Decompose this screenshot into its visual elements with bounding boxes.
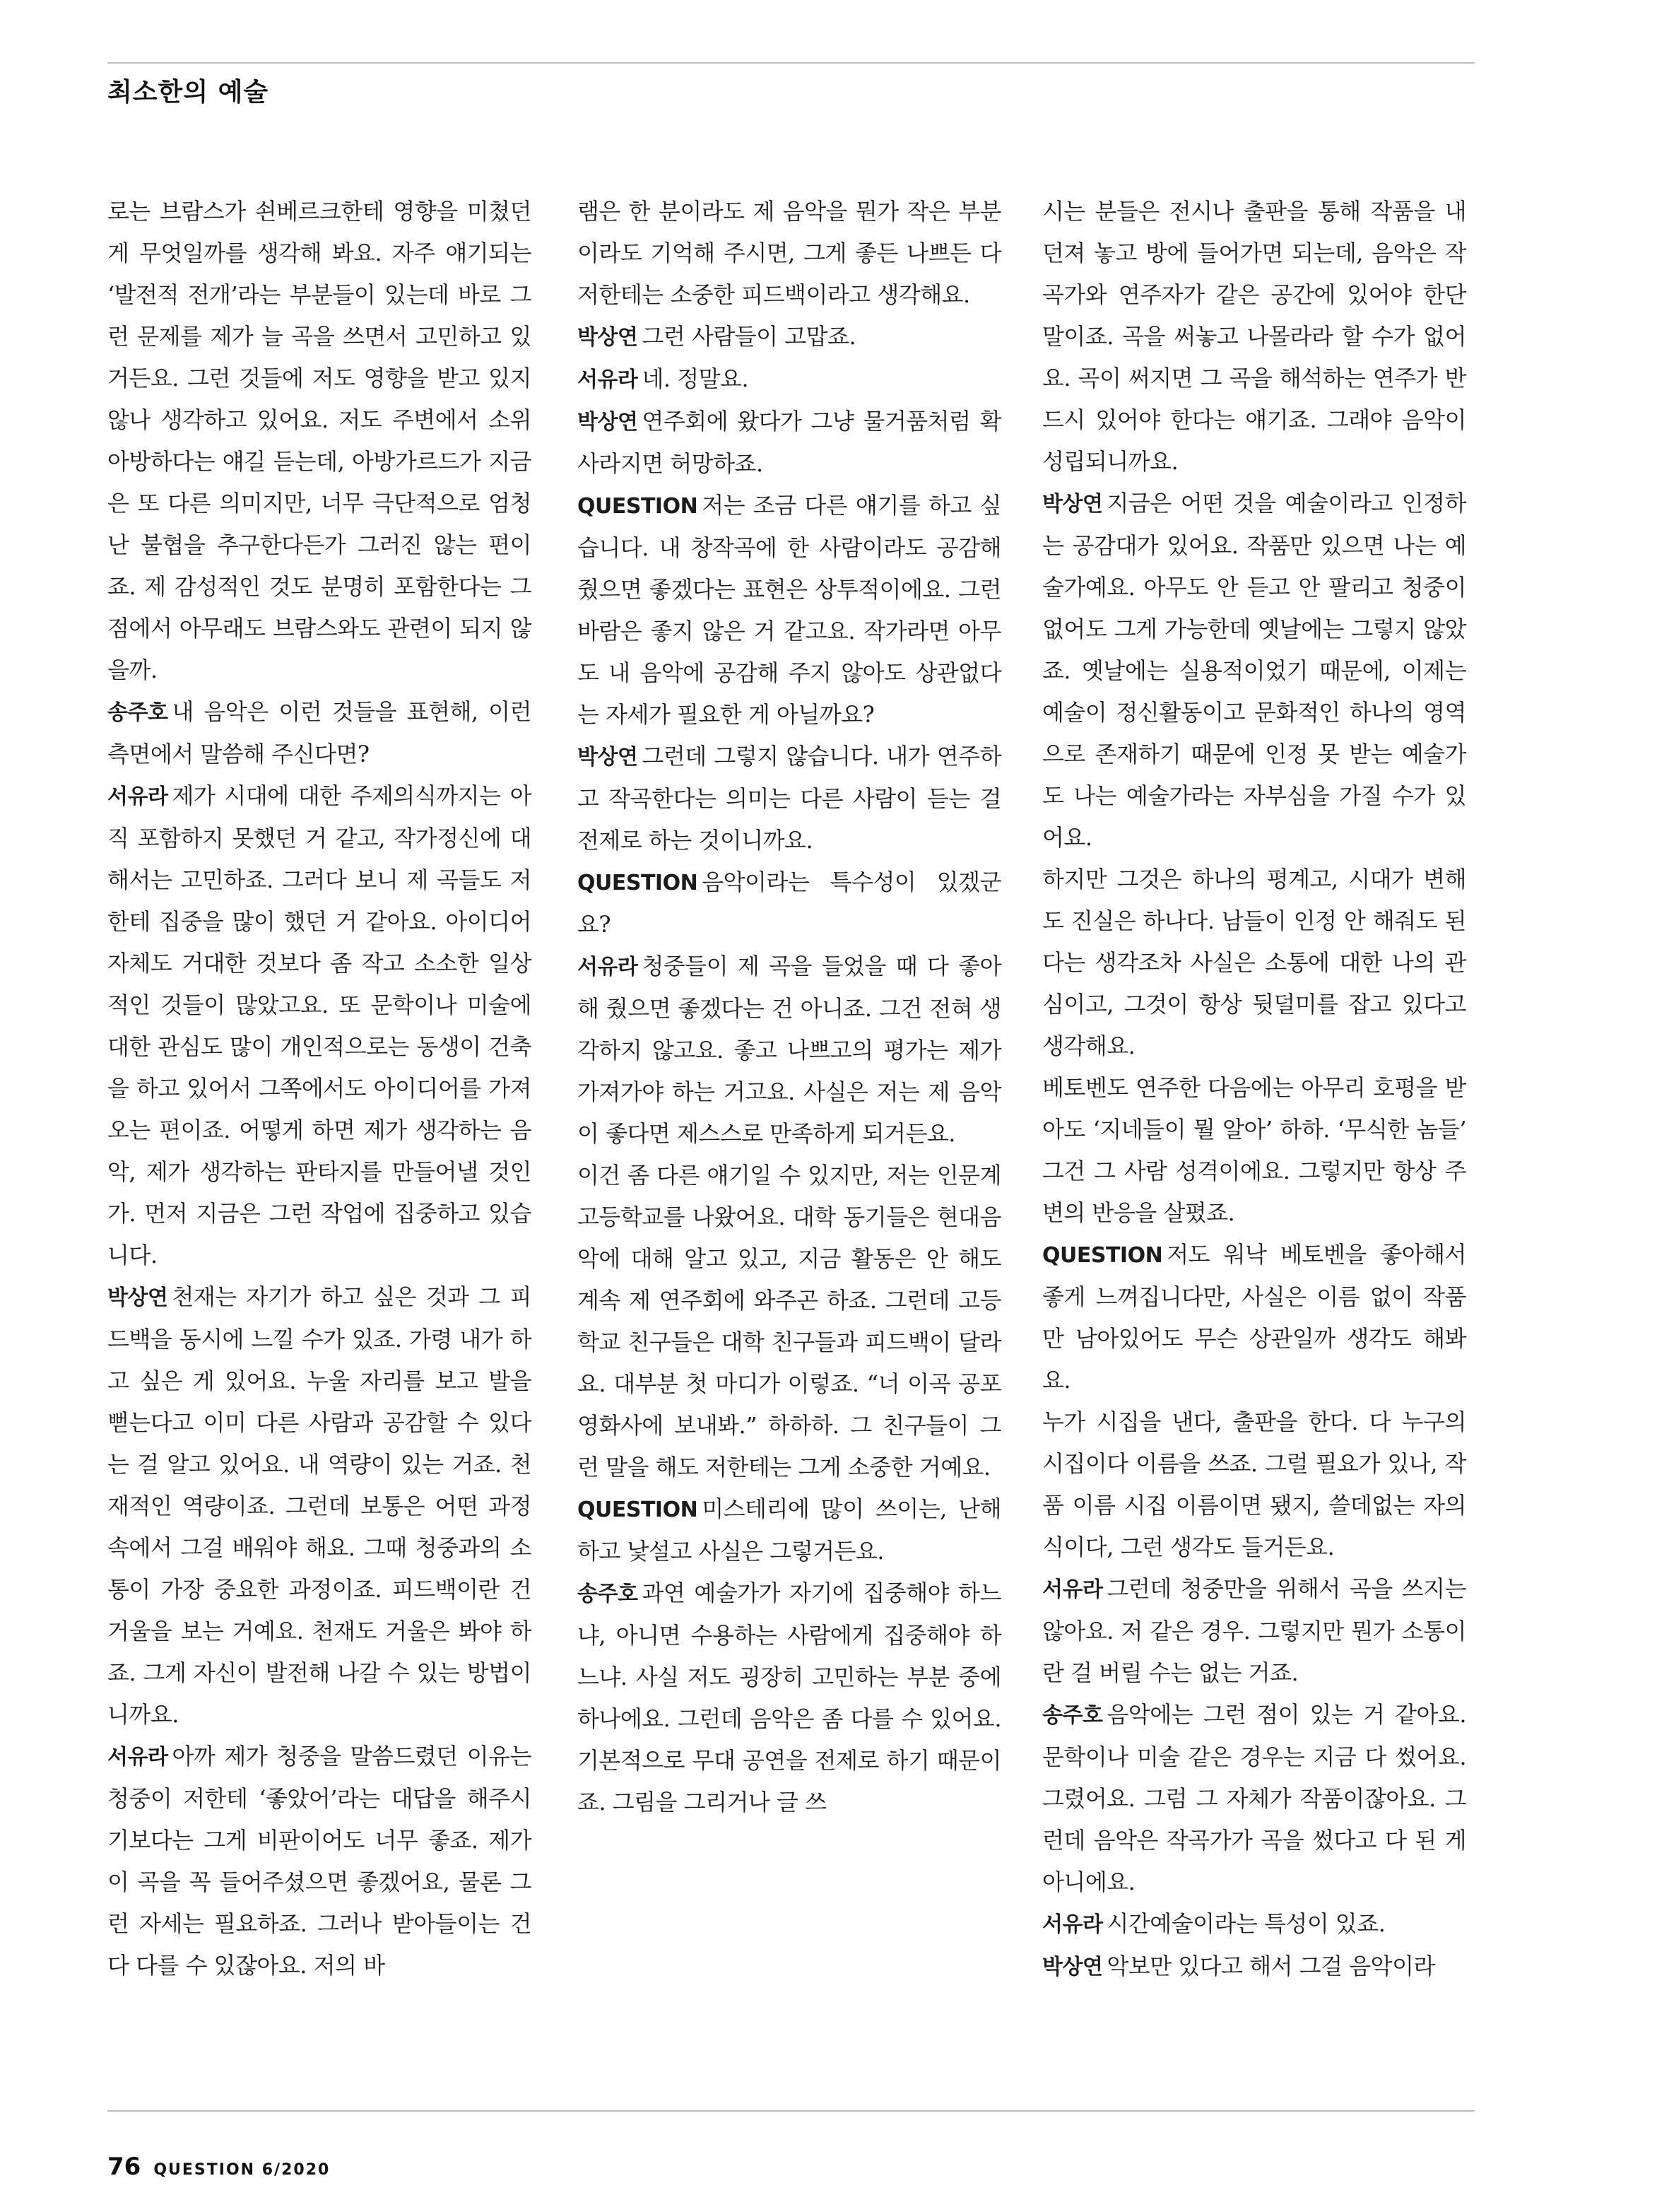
speaker-label: 송주호	[1042, 1703, 1103, 1728]
paragraph	[577, 946, 1001, 1155]
paragraph-text: 누가 시집을 낸다, 출판을 한다. 다 누구의 시집이다 이름을 쓰죠. 그럴 필요가 있나, 작품 이름 시집 이름이면 됐지, 쓸데없는 자의식이다, 그런 생각도 들거든요.	[1042, 1408, 1466, 1560]
paragraph	[577, 316, 1001, 358]
speaker-label: 서유라	[107, 1745, 168, 1770]
paragraph	[1042, 1067, 1466, 1234]
paragraph	[577, 1488, 1001, 1572]
paragraph-text: 이건 좀 다른 얘기일 수 있지만, 저는 인문계 고등학교를 나왔어요. 대학 동기들은 현대음악에 대해 알고 있고, 지금 활동은 안 해도 계속 제 연주회에 와주곤 하죠. 그런데 고등학교 친구들은 대학 친구들과 피드백이 달라요. 대부분 첫 마디가 이렇죠. “너 이곡 공포 영화사에 보내봐.” 하하하. 그 친구들이 그런 말을 해도 저한테는 그게 소중한 거예요.	[577, 1162, 1001, 1481]
paragraph-text: 로는 브람스가 쇤베르크한테 영향을 미쳤던 게 무엇일까를 생각해 봐요. 자주 얘기되는 ‘발전적 전개’라는 부분들이 있는데 바로 그런 문제를 제가 늘 곡을 쓰면서 고민하고 있거든요. 그런 것들에 저도 영향을 받고 있지 않나 생각하고 있어요. 저도 주변에서 소위 아방하다는 얘길 듣는데, 아방가르드가 지금은 또 다른 의미지만, 너무 극단적으로 엄청난 불협을 추구한다든가 그러진 않는 편이죠. 제 감성적인 것도 분명히 포함한다는 그 점에서 아무래도 브람스와도 관련이 되지 않을까.	[107, 198, 531, 683]
speaker-label: 송주호	[577, 1582, 638, 1606]
paragraph-text: 지금은 어떤 것을 예술이라고 인정하는 공감대가 있어요. 작품만 있으면 나는 예술가예요. 아무도 안 듣고 안 팔리고 청중이 없어도 그게 가능한데 옛날에는 그렇지 않았죠. 옛날에는 실용적이었기 때문에, 이제는 예술이 정신활동이고 문화적인 하나의 영역으로 존재하기 때문에 인정 못 받는 예술가도 나는 예술가라는 자부심을 가질 수가 있어요.	[1042, 490, 1466, 851]
page-footer	[107, 2153, 330, 2181]
paragraph-text: 과연 예술가가 자기에 집중해야 하느냐, 아니면 수용하는 사람에게 집중해야 하느냐. 사실 저도 굉장히 고민하는 부분 중에 하나에요. 그런데 음악은 좀 다를 수 있어요. 기본적으로 무대 공연을 전제로 하기 때문이죠. 그림을 그리거나 글 쓰	[577, 1579, 1001, 1816]
paragraph	[1042, 1401, 1466, 1568]
paragraph	[577, 485, 1001, 736]
text-column-3	[1042, 191, 1466, 1988]
speaker-label: 박상연	[577, 745, 638, 770]
paragraph	[1042, 1694, 1466, 1903]
paragraph	[107, 775, 531, 1276]
paragraph	[107, 1736, 531, 1987]
section-title: 최소한의 예술	[107, 78, 269, 107]
speaker-label: QUESTION	[1042, 1243, 1163, 1268]
paragraph-text: 미스테리에 많이 쓰이는, 난해하고 낯설고 사실은 그렇거든요.	[577, 1495, 1001, 1565]
speaker-label: QUESTION	[577, 1498, 698, 1522]
paragraph-text: 그런데 청중만을 위해서 곡을 쓰지는 않아요. 저 같은 경우. 그렇지만 뭔가 소통이란 걸 버릴 수는 없는 거죠.	[1042, 1575, 1466, 1686]
paragraph-text: 저는 조금 다른 얘기를 하고 싶습니다. 내 창작곡에 한 사람이라도 공감해 줬으면 좋겠다는 표현은 상투적이에요. 그런 바람은 좋지 않은 거 같고요. 작가라면 아무도 내 음악에 공감해 주지 않아도 상관없다는 자세가 필요한 게 아닐까요?	[577, 492, 1001, 728]
paragraph	[1042, 1234, 1466, 1401]
issue-label: QUESTION 6/2020	[153, 2161, 331, 2179]
speaker-label: 박상연	[577, 325, 638, 350]
paragraph	[1042, 859, 1466, 1067]
speaker-label: 서유라	[1042, 1912, 1103, 1937]
speaker-label: 서유라	[577, 367, 638, 392]
paragraph-text: 네. 정말요.	[642, 365, 749, 392]
paragraph-text: 저도 워낙 베토벤을 좋아해서 좋게 느껴집니다만, 사실은 이름 없이 작품만 남아있어도 무슨 상관일까 생각도 해봐요.	[1042, 1241, 1466, 1394]
speaker-label: QUESTION	[577, 494, 698, 519]
paragraph	[577, 736, 1001, 861]
paragraph-text: 아까 제가 청중을 말씀드렸던 이유는 청중이 저한테 ‘좋았어’라는 대답을 해주시기보다는 그게 비판이어도 너무 좋죠. 제가 이 곡을 꼭 들어주셨으면 좋겠어요, 물론 그런 자세는 필요하죠. 그러나 받아들이는 건 다 다를 수 있잖아요. 저의 바	[107, 1743, 531, 1979]
paragraph	[107, 191, 531, 691]
paragraph	[577, 1155, 1001, 1488]
paragraph	[577, 191, 1001, 316]
paragraph-text: 천재는 자기가 하고 싶은 것과 그 피드백을 동시에 느낄 수가 있죠. 가령 내가 하고 싶은 게 있어요. 누울 자리를 보고 발을 뻗는다고 이미 다른 사람과 공감할 수 있다는 걸 알고 있어요. 내 역량이 있는 거죠. 천재적인 역량이죠. 그런데 보통은 어떤 과정 속에서 그걸 배워야 해요. 그때 청중과의 소통이 가장 중요한 과정이죠. 피드백이란 건 거울을 보는 거예요. 천재도 거울은 봐야 하죠. 그게 자신이 발전해 나갈 수 있는 방법이니까요.	[107, 1283, 531, 1728]
paragraph-text: 하지만 그것은 하나의 평계고, 시대가 변해도 진실은 하나다. 남들이 인정 안 해줘도 된다는 생각조차 사실은 소통에 대한 나의 관심이고, 그것이 항상 뒷덜미를 잡고 있다고 생각해요.	[1042, 866, 1466, 1059]
speaker-label: 박상연	[1042, 1955, 1103, 1979]
bottom-rule	[107, 2110, 1475, 2112]
paragraph-text: 그런 사람들이 고맙죠.	[642, 323, 856, 350]
speaker-label: 박상연	[107, 1286, 168, 1310]
paragraph	[1042, 483, 1466, 859]
speaker-label: 박상연	[577, 410, 638, 435]
paragraph-text: 램은 한 분이라도 제 음악을 뭔가 작은 부분이라도 기억해 주시면, 그게 좋든 나쁘든 다 저한테는 소중한 피드백이라고 생각해요.	[577, 198, 1001, 308]
paragraph-text: 그런데 그렇지 않습니다. 내가 연주하고 작곡한다는 의미는 다른 사람이 듣는 걸 전제로 하는 것이니까요.	[577, 743, 1001, 854]
speaker-label: 서유라	[577, 955, 638, 979]
paragraph	[107, 691, 531, 775]
paragraph	[577, 358, 1001, 401]
paragraph-text: 청중들이 제 곡을 들었을 때 다 좋아해 줬으면 좋겠다는 건 아니죠. 그건 전혀 생각하지 않고요. 좋고 나쁘고의 평가는 제가 가져가야 하는 거고요. 사실은 저는 제 음악이 좋다면 제스스로 만족하게 되거든요.	[577, 953, 1001, 1147]
speaker-label: 서유라	[107, 784, 168, 809]
speaker-label: 서유라	[1042, 1577, 1103, 1602]
paragraph-text: 시는 분들은 전시나 출판을 통해 작품을 내던져 놓고 방에 들어가면 되는데, 음악은 작곡가와 연주자가 같은 공간에 있어야 한단 말이죠. 곡을 써놓고 나몰라라 할 수가 없어요. 곡이 써지면 그 곡을 해석하는 연주가 반드시 있어야 한다는 얘기죠. 그래야 음악이 성립되니까요.	[1042, 198, 1466, 475]
paragraph	[1042, 1903, 1466, 1946]
top-rule	[107, 62, 1475, 64]
paragraph	[1042, 1946, 1466, 1988]
paragraph	[107, 1276, 531, 1736]
paragraph	[577, 1572, 1001, 1823]
paragraph-text: 악보만 있다고 해서 그걸 음악이라	[1107, 1953, 1435, 1979]
speaker-label: 송주호	[107, 700, 168, 725]
page-number: 76	[107, 2153, 141, 2181]
paragraph-text: 제가 시대에 대한 주제의식까지는 아직 포함하지 못했던 거 같고, 작가정신에 대해서는 고민하죠. 그러다 보니 제 곡들도 저한테 집중을 많이 했던 거 같아요. 아이디어 자체도 거대한 것보다 좀 작고 소소한 일상적인 것들이 많았고요. 또 문학이나 미술에 대한 관심도 많이 개인적으로는 동생이 건축을 하고 있어서 그쪽에서도 아이디어를 가져 오는 편이죠. 어떻게 하면 제가 생각하는 음악, 제가 생각하는 판타지를 만들어낼 것인가. 먼저 지금은 그런 작업에 집중하고 있습니다.	[107, 782, 531, 1269]
paragraph	[577, 861, 1001, 946]
text-column-2	[577, 191, 1001, 1823]
paragraph-text: 내 음악은 이런 것들을 표현해, 이런 측면에서 말씀해 주신다면?	[107, 698, 531, 767]
speaker-label: QUESTION	[577, 871, 698, 895]
paragraph	[1042, 1568, 1466, 1694]
paragraph-text: 베토벤도 연주한 다음에는 아무리 호평을 받아도 ‘지네들이 뭘 알아’ 하하. ‘무식한 놈들’ 그건 그 사람 성격이에요. 그렇지만 항상 주변의 반응을 살폈죠.	[1042, 1074, 1466, 1226]
paragraph-text: 시간예술이라는 특성이 있죠.	[1107, 1910, 1386, 1937]
paragraph	[1042, 191, 1466, 483]
text-column-1	[107, 191, 531, 1987]
speaker-label: 박상연	[1042, 492, 1103, 517]
paragraph-text: 음악이라는 특수성이 있겠군요?	[577, 869, 1001, 938]
paragraph-text: 음악에는 그런 점이 있는 거 같아요. 문학이나 미술 같은 경우는 지금 다 썼어요. 그렸어요. 그럼 그 자체가 작품이잖아요. 그런데 음악은 작곡가가 곡을 썼다고 다 된 게 아니에요.	[1042, 1701, 1466, 1895]
paragraph	[577, 401, 1001, 485]
paragraph-text: 연주회에 왔다가 그냥 물거품처럼 확 사라지면 허망하죠.	[577, 408, 1001, 477]
